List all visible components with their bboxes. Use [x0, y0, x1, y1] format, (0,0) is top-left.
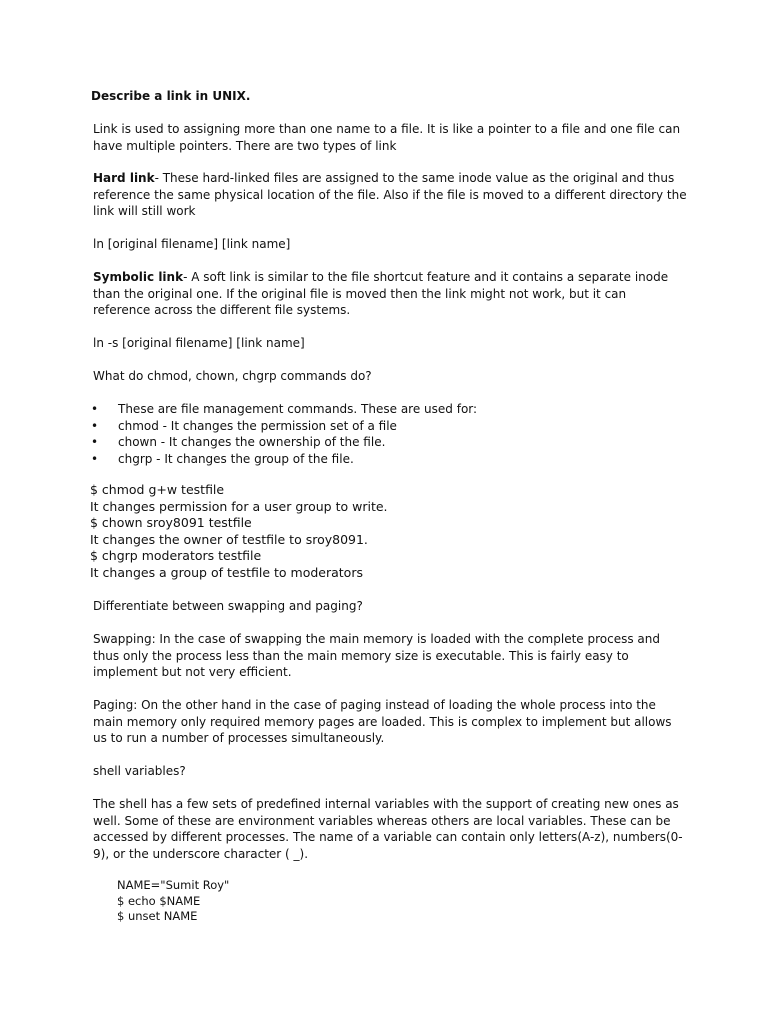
command-examples [90, 482, 388, 581]
list-item: • These are file management commands. These are used for: [91, 402, 478, 416]
code-line: NAME="Sumit Roy" [117, 878, 230, 892]
paragraph-line: reference across the different file systems. [93, 303, 351, 317]
list-item: • chmod - It changes the permission set of a file [91, 418, 397, 433]
example-line: $ chown sroy8091 testfile [90, 515, 252, 530]
paragraph-line [93, 170, 687, 187]
paragraph-line: Link is used to assigning more than one name to a file. It is like a pointer to a file and one file can [93, 122, 681, 136]
question-title-chmod: What do chmod, chown, chgrp commands do? [93, 369, 372, 383]
hard-link-term: Hard link [93, 171, 155, 185]
links-intro [93, 121, 680, 154]
paragraph-line [93, 269, 668, 286]
example-line: $ chmod g+w testfile [90, 482, 225, 497]
shell-code-sample [117, 878, 229, 925]
paragraph-line: us to run a number of processes simultaneously. [93, 731, 385, 745]
paragraph-line: The shell has a few sets of predefined internal variables with the support of creating new ones as [93, 797, 679, 811]
paragraph-line: well. Some of these are environment variables whereas others are local variables. These can be [93, 813, 671, 828]
example-line: It changes the owner of testfile to sroy8091. [90, 531, 368, 547]
bullet-icon: • [91, 451, 99, 466]
bullet-icon: • [91, 418, 99, 433]
paragraph-line: reference the same physical location of the file. Also if the file is moved to a different directory the [93, 187, 687, 202]
list-item: • chown - It changes the ownership of the file. [91, 435, 386, 449]
paragraph-line: 9), or the underscore character ( _). [93, 846, 309, 861]
symbolic-link-paragraph [93, 269, 668, 319]
code-line: $ unset NAME [117, 909, 198, 923]
paragraph-line: have multiple pointers. There are two types of link [93, 138, 397, 153]
paragraph-line: accessed by different processes. The name of a variable can contain only letters(A-z), numbers(0- [93, 830, 683, 844]
paragraph-line: main memory only required memory pages are loaded. This is complex to implement but allows [93, 714, 672, 729]
list-item: • chgrp - It changes the group of the file. [91, 451, 354, 466]
hard-link-text: - These hard-linked files are assigned to the same inode value as the original and thus [154, 171, 675, 185]
example-line: It changes permission for a user group to write. [90, 498, 388, 514]
question-title-links: Describe a link in UNIX. [91, 89, 251, 103]
bullet-icon: • [91, 435, 99, 449]
code-line: $ echo $NAME [117, 893, 201, 908]
swapping-paragraph [93, 631, 660, 681]
hard-link-paragraph [93, 170, 687, 220]
paragraph-line: Paging: On the other hand in the case of paging instead of loading the whole process into the [93, 698, 656, 712]
paragraph-line: implement but not very efficient. [93, 665, 292, 679]
file-commands-list [91, 401, 477, 467]
question-title-swapping: Differentiate between swapping and paging? [93, 599, 363, 613]
shell-variables-paragraph [93, 796, 683, 862]
symbolic-link-text: - A soft link is similar to the file shortcut feature and it contains a separate inode [183, 270, 669, 284]
symbolic-link-command: ln -s [original filename] [link name] [93, 336, 305, 350]
paragraph-line: than the original one. If the original file is moved then the link might not work, but it can [93, 286, 627, 301]
question-title-shell-variables: shell variables? [93, 764, 186, 778]
symbolic-link-term: Symbolic link [93, 270, 184, 284]
paragraph-line: link will still work [93, 204, 196, 218]
example-line: It changes a group of testfile to moderators [90, 564, 363, 580]
bullet-icon: • [91, 402, 99, 416]
paragraph-line: Swapping: In the case of swapping the main memory is loaded with the complete process and [93, 632, 660, 646]
paragraph-line: thus only the process less than the main memory size is executable. This is fairly easy to [93, 648, 629, 663]
example-line: $ chgrp moderators testfile [90, 548, 262, 563]
paging-paragraph [93, 697, 672, 747]
hard-link-command: ln [original filename] [link name] [93, 237, 291, 251]
